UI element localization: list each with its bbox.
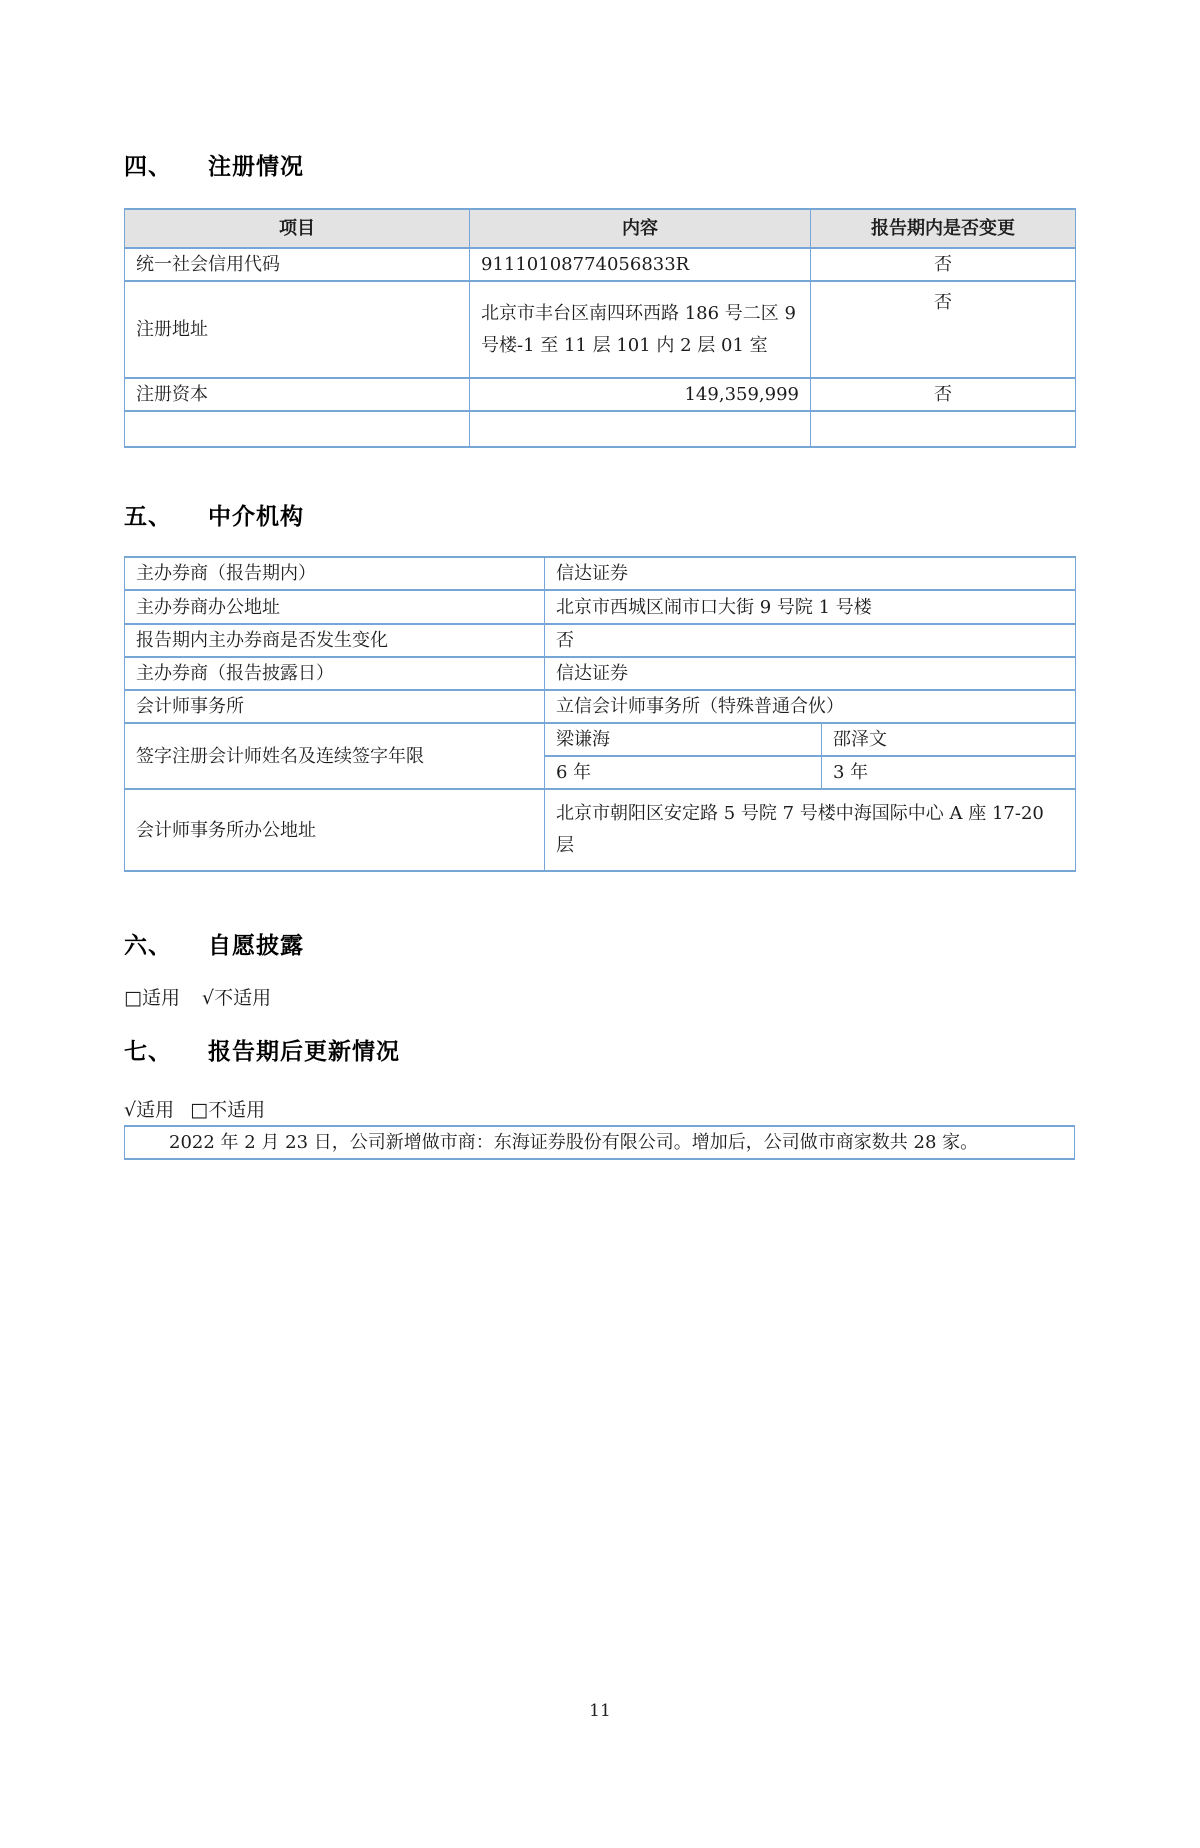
update-note-table <box>124 1125 1075 1160</box>
document-page <box>124 152 1075 1160</box>
row-label: 主办券商（报告披露日） <box>125 657 545 690</box>
section7-applicability <box>124 1099 1075 1121</box>
sponsor-broker-value: 信达证券 <box>545 557 1076 590</box>
section6-heading <box>124 931 1075 959</box>
empty-cell <box>125 411 470 447</box>
table-row <box>125 590 1076 624</box>
section4-number: 四、 <box>124 153 172 179</box>
firm-address-value: 北京市朝阳区安定路 5 号院 7 号楼中海国际中心 A 座 17-20 层 <box>545 789 1076 871</box>
table-row <box>125 624 1076 657</box>
empty-cell <box>811 411 1076 447</box>
table-row <box>125 657 1076 690</box>
sponsor-address-value: 北京市西城区闹市口大街 9 号院 1 号楼 <box>545 590 1076 624</box>
intermediary-table <box>124 556 1076 872</box>
checkbox-not-applicable: √不适用 <box>202 987 272 1009</box>
table-row <box>125 378 1076 411</box>
row-item-label: 注册地址 <box>125 281 470 378</box>
changed-value: 否 <box>811 281 1076 378</box>
row-label: 会计师事务所办公地址 <box>125 789 545 871</box>
empty-cell <box>470 411 811 447</box>
signer-name: 邵泽文 <box>822 723 1076 756</box>
section5-heading <box>124 502 1075 530</box>
section6-number: 六、 <box>124 932 172 958</box>
changed-value: 否 <box>811 378 1076 411</box>
signer-name: 梁谦海 <box>545 723 822 756</box>
sponsor-changed-value: 否 <box>545 624 1076 657</box>
row-label: 会计师事务所 <box>125 690 545 723</box>
section7-heading <box>124 1037 1075 1065</box>
table-row-empty <box>125 411 1076 447</box>
table-row <box>125 789 1076 871</box>
col-header-content: 内容 <box>470 209 811 248</box>
section7-number: 七、 <box>124 1038 172 1064</box>
signer-years: 3 年 <box>822 756 1076 789</box>
col-header-item: 项目 <box>125 209 470 248</box>
registered-address-value: 北京市丰台区南四环西路 186 号二区 9 号楼-1 至 11 层 101 内 2 层 01 室 <box>470 281 811 378</box>
changed-value: 否 <box>811 248 1076 281</box>
registered-capital-value: 149,359,999 <box>470 378 811 411</box>
section4-title: 注册情况 <box>208 153 304 179</box>
table-row <box>125 557 1076 590</box>
signers-label: 签字注册会计师姓名及连续签字年限 <box>125 723 545 789</box>
checkbox-applicable: □适用 <box>124 987 180 1009</box>
row-label: 主办券商（报告期内） <box>125 557 545 590</box>
checkbox-not-applicable: □不适用 <box>190 1099 266 1121</box>
checkbox-applicable: √适用 <box>124 1099 175 1121</box>
credit-code-value: 91110108774056833R <box>470 248 811 281</box>
signer-years: 6 年 <box>545 756 822 789</box>
col-header-changed: 报告期内是否变更 <box>811 209 1076 248</box>
disclosure-broker-value: 信达证券 <box>545 657 1076 690</box>
section6-applicability <box>124 987 1075 1009</box>
table-row <box>125 1126 1075 1159</box>
table-row <box>125 281 1076 378</box>
section4-heading <box>124 152 1075 180</box>
section5-title: 中介机构 <box>208 503 304 529</box>
page-number: 11 <box>589 1701 611 1721</box>
update-note-text: 2022 年 2 月 23 日，公司新增做市商：东海证券股份有限公司。增加后，公司做市商家数共 28 家。 <box>125 1126 1075 1159</box>
table-row <box>125 248 1076 281</box>
row-item-label: 统一社会信用代码 <box>125 248 470 281</box>
table-row <box>125 723 1076 756</box>
registration-table <box>124 208 1076 448</box>
registration-header-row <box>125 209 1076 248</box>
row-label: 报告期内主办券商是否发生变化 <box>125 624 545 657</box>
accounting-firm-value: 立信会计师事务所（特殊普通合伙） <box>545 690 1076 723</box>
section6-title: 自愿披露 <box>208 932 304 958</box>
row-item-label: 注册资本 <box>125 378 470 411</box>
row-label: 主办券商办公地址 <box>125 590 545 624</box>
section5-number: 五、 <box>124 503 172 529</box>
table-row <box>125 690 1076 723</box>
section7-title: 报告期后更新情况 <box>208 1038 400 1064</box>
